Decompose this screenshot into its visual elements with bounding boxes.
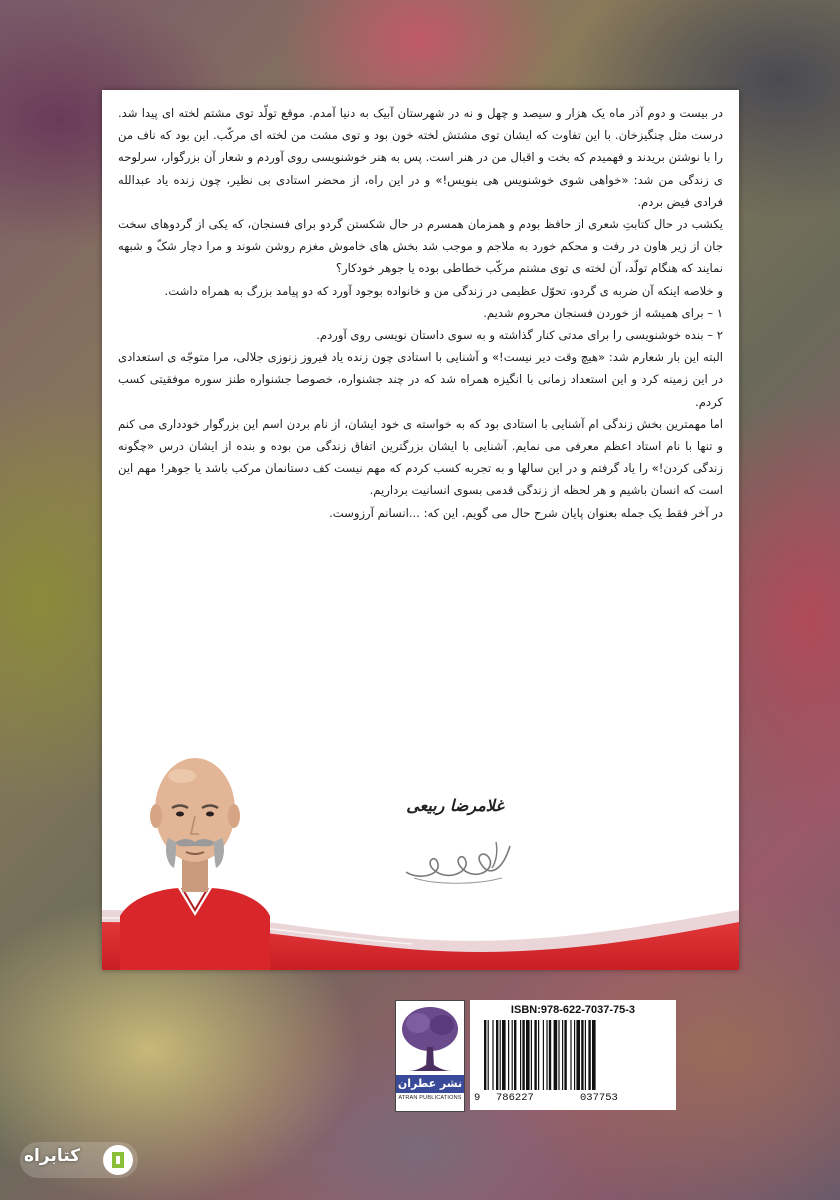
bio-list-item-2: ۲ – بنده خوشنویسی را برای مدتی کنار گذاشته و به سوی داستان نویسی روی آوردم. xyxy=(316,328,723,343)
bio-paragraph-6: در آخر فقط یک جمله بعنوان پایان شرح حال می گویم. این که: ...انسانم آرزوست. xyxy=(329,505,723,520)
barcode-bar xyxy=(546,1020,547,1090)
bio-list-item-1: ۱ – برای همیشه از خوردن فسنجان محروم شدیم. xyxy=(483,305,723,320)
publisher-name-en: ATRAN PUBLICATIONS xyxy=(398,1095,462,1101)
barcode-bar xyxy=(484,1020,486,1090)
handwritten-signature xyxy=(392,832,522,892)
bio-paragraph-1: در بیست و دوم آذر ماه یک هزار و سیصد و چهل و نه در شهرستان آبیک به دنیا آمدم. موقع تولّد توی مشتم لخته ای پیدا شد. درست مثل چنگیزخان. با این تفاوت که ایشان توی مشتش لخته خون بود و توی مشت من لخته ای مرکّب. این بود که ناف من را با نوشتن بریدند و فهمیدم که بخت و اقبال من در هنر است. پس به هنر خوشنویسی روی آوردم و شعار آن بزرگوار، سرلوحه ی زندگی من شد: «خواهی شوی خوشنویس هی بنویس!» و در این راه، از محضر استادی بی نظیر، چون زنده یاد عبدالله فرادی فیض بردم. xyxy=(118,106,723,209)
barcode-bar xyxy=(534,1020,536,1090)
barcode-bar xyxy=(549,1020,551,1090)
publisher-name-fa: نشر عطران xyxy=(396,1075,464,1093)
barcode-bar xyxy=(488,1020,489,1090)
author-biography xyxy=(118,102,723,524)
tree-icon xyxy=(396,1001,464,1075)
isbn-first-digit: 9 xyxy=(474,1092,481,1104)
barcode-bar xyxy=(581,1020,583,1090)
publisher-logo xyxy=(395,1000,465,1112)
bio-paragraph-3: و خلاصه اینکه آن ضربه ی گردو، تحوّل عظیمی در زندگی من و خانواده بوجود آورد که دو پیامد بزرگ به همراه داشت. xyxy=(164,283,723,298)
barcode-bar xyxy=(562,1020,563,1090)
barcode-bar xyxy=(496,1020,498,1090)
barcode-bar xyxy=(512,1020,513,1090)
watermark-text: کتابراه xyxy=(24,1146,81,1166)
barcode-bar xyxy=(588,1020,590,1090)
barcode-bar xyxy=(543,1020,544,1090)
barcode-bar xyxy=(520,1020,521,1090)
barcode-bar xyxy=(526,1020,530,1090)
ketabrah-watermark xyxy=(20,1138,138,1182)
isbn-barcode xyxy=(470,1000,676,1110)
author-signature-name: غلامرضا ربیعی xyxy=(406,796,504,815)
bio-paragraph-2: یکشب در حال کتابتِ شعری از حافظ بودم و همزمان همسرم در حال شکستن گردو برای فسنجان، که یکی از گردوهای سخت جان از زیر هاون در رفت و محکم خورد به ملاجم و موجب شد بخش های خاموش مغزم روشن شوند و مرا دچار شکّ و شبهه نمایند که هنگام تولّد، آن لخته ی توی مشتم مرکّب خطاطی بوده یا جوهر خودکار؟ xyxy=(118,217,723,276)
barcode-bar xyxy=(574,1020,575,1090)
barcode-bar xyxy=(554,1020,558,1090)
barcode-bar xyxy=(576,1020,580,1090)
isbn-digits-right: 037753 xyxy=(580,1092,618,1104)
barcode-bar xyxy=(570,1020,571,1090)
barcode-bar xyxy=(514,1020,516,1090)
barcode-bar xyxy=(531,1020,532,1090)
barcode-bar xyxy=(558,1020,559,1090)
back-cover-panel xyxy=(102,90,739,970)
bio-paragraph-4: البته این بار شعارم شد: «هیچ وقت دیر نیست!» و آشنایی با استادی چون زنده یاد فیروز زنوزی جلالی، مرا متوجّه ی استعدادی در این زمینه کرد و این استعداد زمانی با انگیزه همراه شد که در چند جشنواره، خصوصا جشنواره طنز سوره موفقیتی کسب کردم. xyxy=(118,350,723,409)
author-portrait xyxy=(120,738,270,970)
barcode-bar xyxy=(492,1020,493,1090)
barcode-bar xyxy=(508,1020,509,1090)
barcode-bar xyxy=(585,1020,586,1090)
barcode-bar xyxy=(500,1020,501,1090)
barcode-bar xyxy=(564,1020,566,1090)
barcode-bar xyxy=(502,1020,506,1090)
isbn-label: ISBN:978-622-7037-75-3 xyxy=(510,1004,636,1016)
barcode-bar xyxy=(522,1020,524,1090)
barcode-bars xyxy=(484,1020,664,1092)
bio-paragraph-5: اما مهمترین بخش زندگی ام آشنایی با استادی بود که به خواسته ی خود ایشان، از نام بردن اسم این بزرگوار خودداری می کنم و تنها با نام استاد اعظم معرفی می نمایم. آشنایی با ایشان بزرگترین اتفاق زندگی من بوده و بنده از ایشان درس «چگونه زندگی کردن!» را یاد گرفتم و در این سالها و به تجربه کسب کردم که مهم نیست کف دستانمان مرکب باشد یا جوهر! مهم این است که انسان باشیم و هر لحظه از زندگی قدمی بسوی انسانیت برداریم. xyxy=(118,416,723,498)
isbn-digits-left: 786227 xyxy=(496,1092,534,1104)
barcode-bar xyxy=(592,1020,596,1090)
barcode-bar xyxy=(538,1020,539,1090)
